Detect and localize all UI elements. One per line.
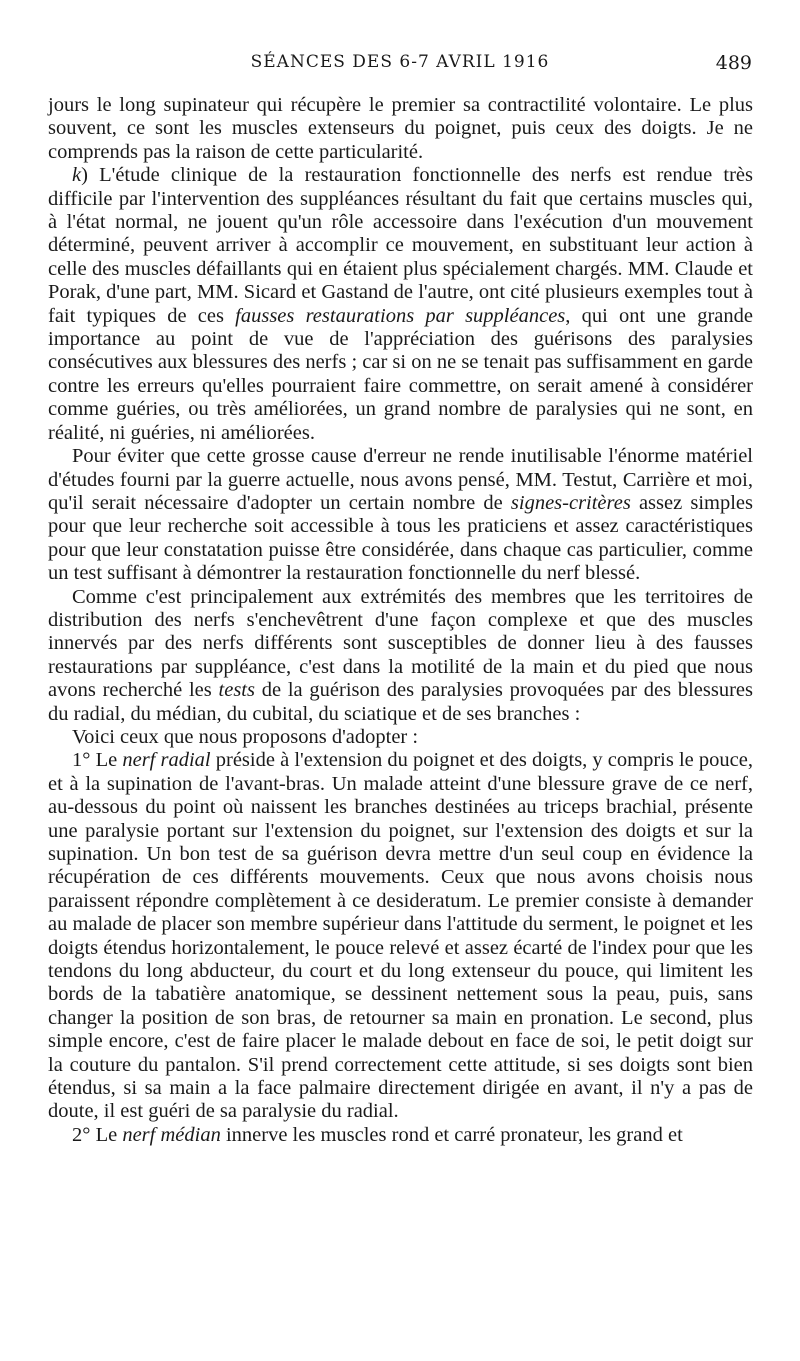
text-run: assez simples pour que leur recherche soit accessible à tous les praticiens et assez caractéristiques pour que leur constatation puisse être considérée, dans chaque cas particulier, comme un test suffisant à démontrer la restauration fonctionnelle du nerf blessé. xyxy=(48,491,753,585)
text-run: préside à l'extension du poignet et des doigts, y compris le pouce, et à la supination de l'avant-bras. Un malade atteint d'une blessure grave de ce nerf, au-dessous du point où naissent les branches destinées au triceps brachial, présente une paralysie portant sur l'extension du poignet, sur l'extension des doigts et sur la supination. Un bon test de sa guérison devra mettre d'un seul coup en évidence la récupération de ces différents mouvements. Ceux que nous avons choisis nous paraissent répondre complètement à ce desideratum. Le premier consiste à demander au malade de placer son membre supérieur dans l'attitude du serment, le poignet et les doigts étendus horizontalement, le pouce relevé et assez écarté de l'index pour que les tendons du long abducteur, du court et du long extenseur du pouce, qui limitent les bords de la tabatière anatomique, se dessinent nettement sous la peau, puis, sans changer la position de son bras, de retourner sa main en pronation. Le second, plus simple encore, c'est de faire placer le malade debout en face de soi, le petit doigt sur la couture du pantalon. S'il prend correctement cette attitude, si ses doigts sont bien étendus, si sa main a la face palmaire directement dirigée en avant, il n'y a pas de doute, il est guéri de sa paralysie du radial. xyxy=(48,749,753,1123)
text-run: , qui ont une grande importance au point de vue de l'appréciation des guérisons des paralysies consécutives aux blessures des nerfs ; car si on ne se tenait pas suffisamment en garde contre les erreurs qu'elles pourraient faire commettre, on serait amené à considérer comme guéries, ou très améliorées, un grand nombre de paralysies qui ne sont, en réalité, ni guéries, ni améliorées. xyxy=(48,304,754,444)
italic-text: nerf radial xyxy=(122,749,211,772)
paragraph xyxy=(48,726,753,749)
paragraph xyxy=(48,164,753,445)
page-header xyxy=(48,52,752,82)
text-run: Pour éviter que cette grosse cause d'erreur ne rende inutilisable l'énorme matériel d'études fourni par la guerre actuelle, nous avons pensé, MM. Testut, Carrière et moi, qu'il serait nécessaire d'adopter un certain nombre de xyxy=(48,445,753,514)
italic-text: signes-critères xyxy=(510,491,631,514)
page-number: 489 xyxy=(715,52,752,74)
italic-text: k xyxy=(72,164,82,187)
italic-text: tests xyxy=(218,679,255,702)
italic-text: fausses restaurations par suppléances xyxy=(235,304,566,327)
paragraph xyxy=(48,1124,753,1147)
text-run: 2° Le xyxy=(72,1123,123,1146)
text-run: jours le long supinateur qui récupère le premier sa contractilité volontaire. Le plus souvent, ce sont les muscles extenseurs du poignet, puis ceux des doigts. Je ne comprends pas la raison de cette particularité. xyxy=(48,94,753,163)
paragraph xyxy=(48,445,753,585)
text-run: Voici ceux que nous proposons d'adopter : xyxy=(72,725,419,748)
italic-text: nerf médian xyxy=(122,1123,221,1146)
paragraph xyxy=(48,586,753,726)
text-run: 1° Le xyxy=(72,749,123,772)
text-run: de la guérison des paralysies provoquées par des blessures du radial, du médian, du cubital, du sciatique et de ses branches : xyxy=(48,679,754,725)
page-body xyxy=(48,94,753,1147)
text-run: innerve les muscles rond et carré pronateur, les grand et xyxy=(220,1123,683,1146)
paragraph xyxy=(48,749,753,1124)
text-run: Comme c'est principalement aux extrémités des membres que les territoires de distribution des nerfs s'enchevêtrent d'une façon complexe et que des muscles innervés par des nerfs différents sont susceptibles de donner lieu à des fausses restaurations par suppléance, c'est dans la motilité de la main et du pied que nous avons recherché les xyxy=(48,585,753,702)
paragraph xyxy=(48,94,753,164)
text-run: ) L'étude clinique de la restauration fonctionnelle des nerfs est rendue très difficile par l'intervention des suppléances résultant du fait que certains muscles qui, à l'état normal, ne jouent qu'un rôle accessoire dans l'exécution d'un mouvement déterminé, peuvent arriver à accomplir ce mouvement, en substituant leur action à celle des muscles défaillants qui en étaient plus spécialement chargés. MM. Claude et Porak, d'une part, MM. Sicard et Gastand de l'autre, ont cité plusieurs exemples tout à fait typiques de ces xyxy=(48,164,753,327)
running-head: SÉANCES DES 6-7 AVRIL 1916 xyxy=(250,52,550,72)
